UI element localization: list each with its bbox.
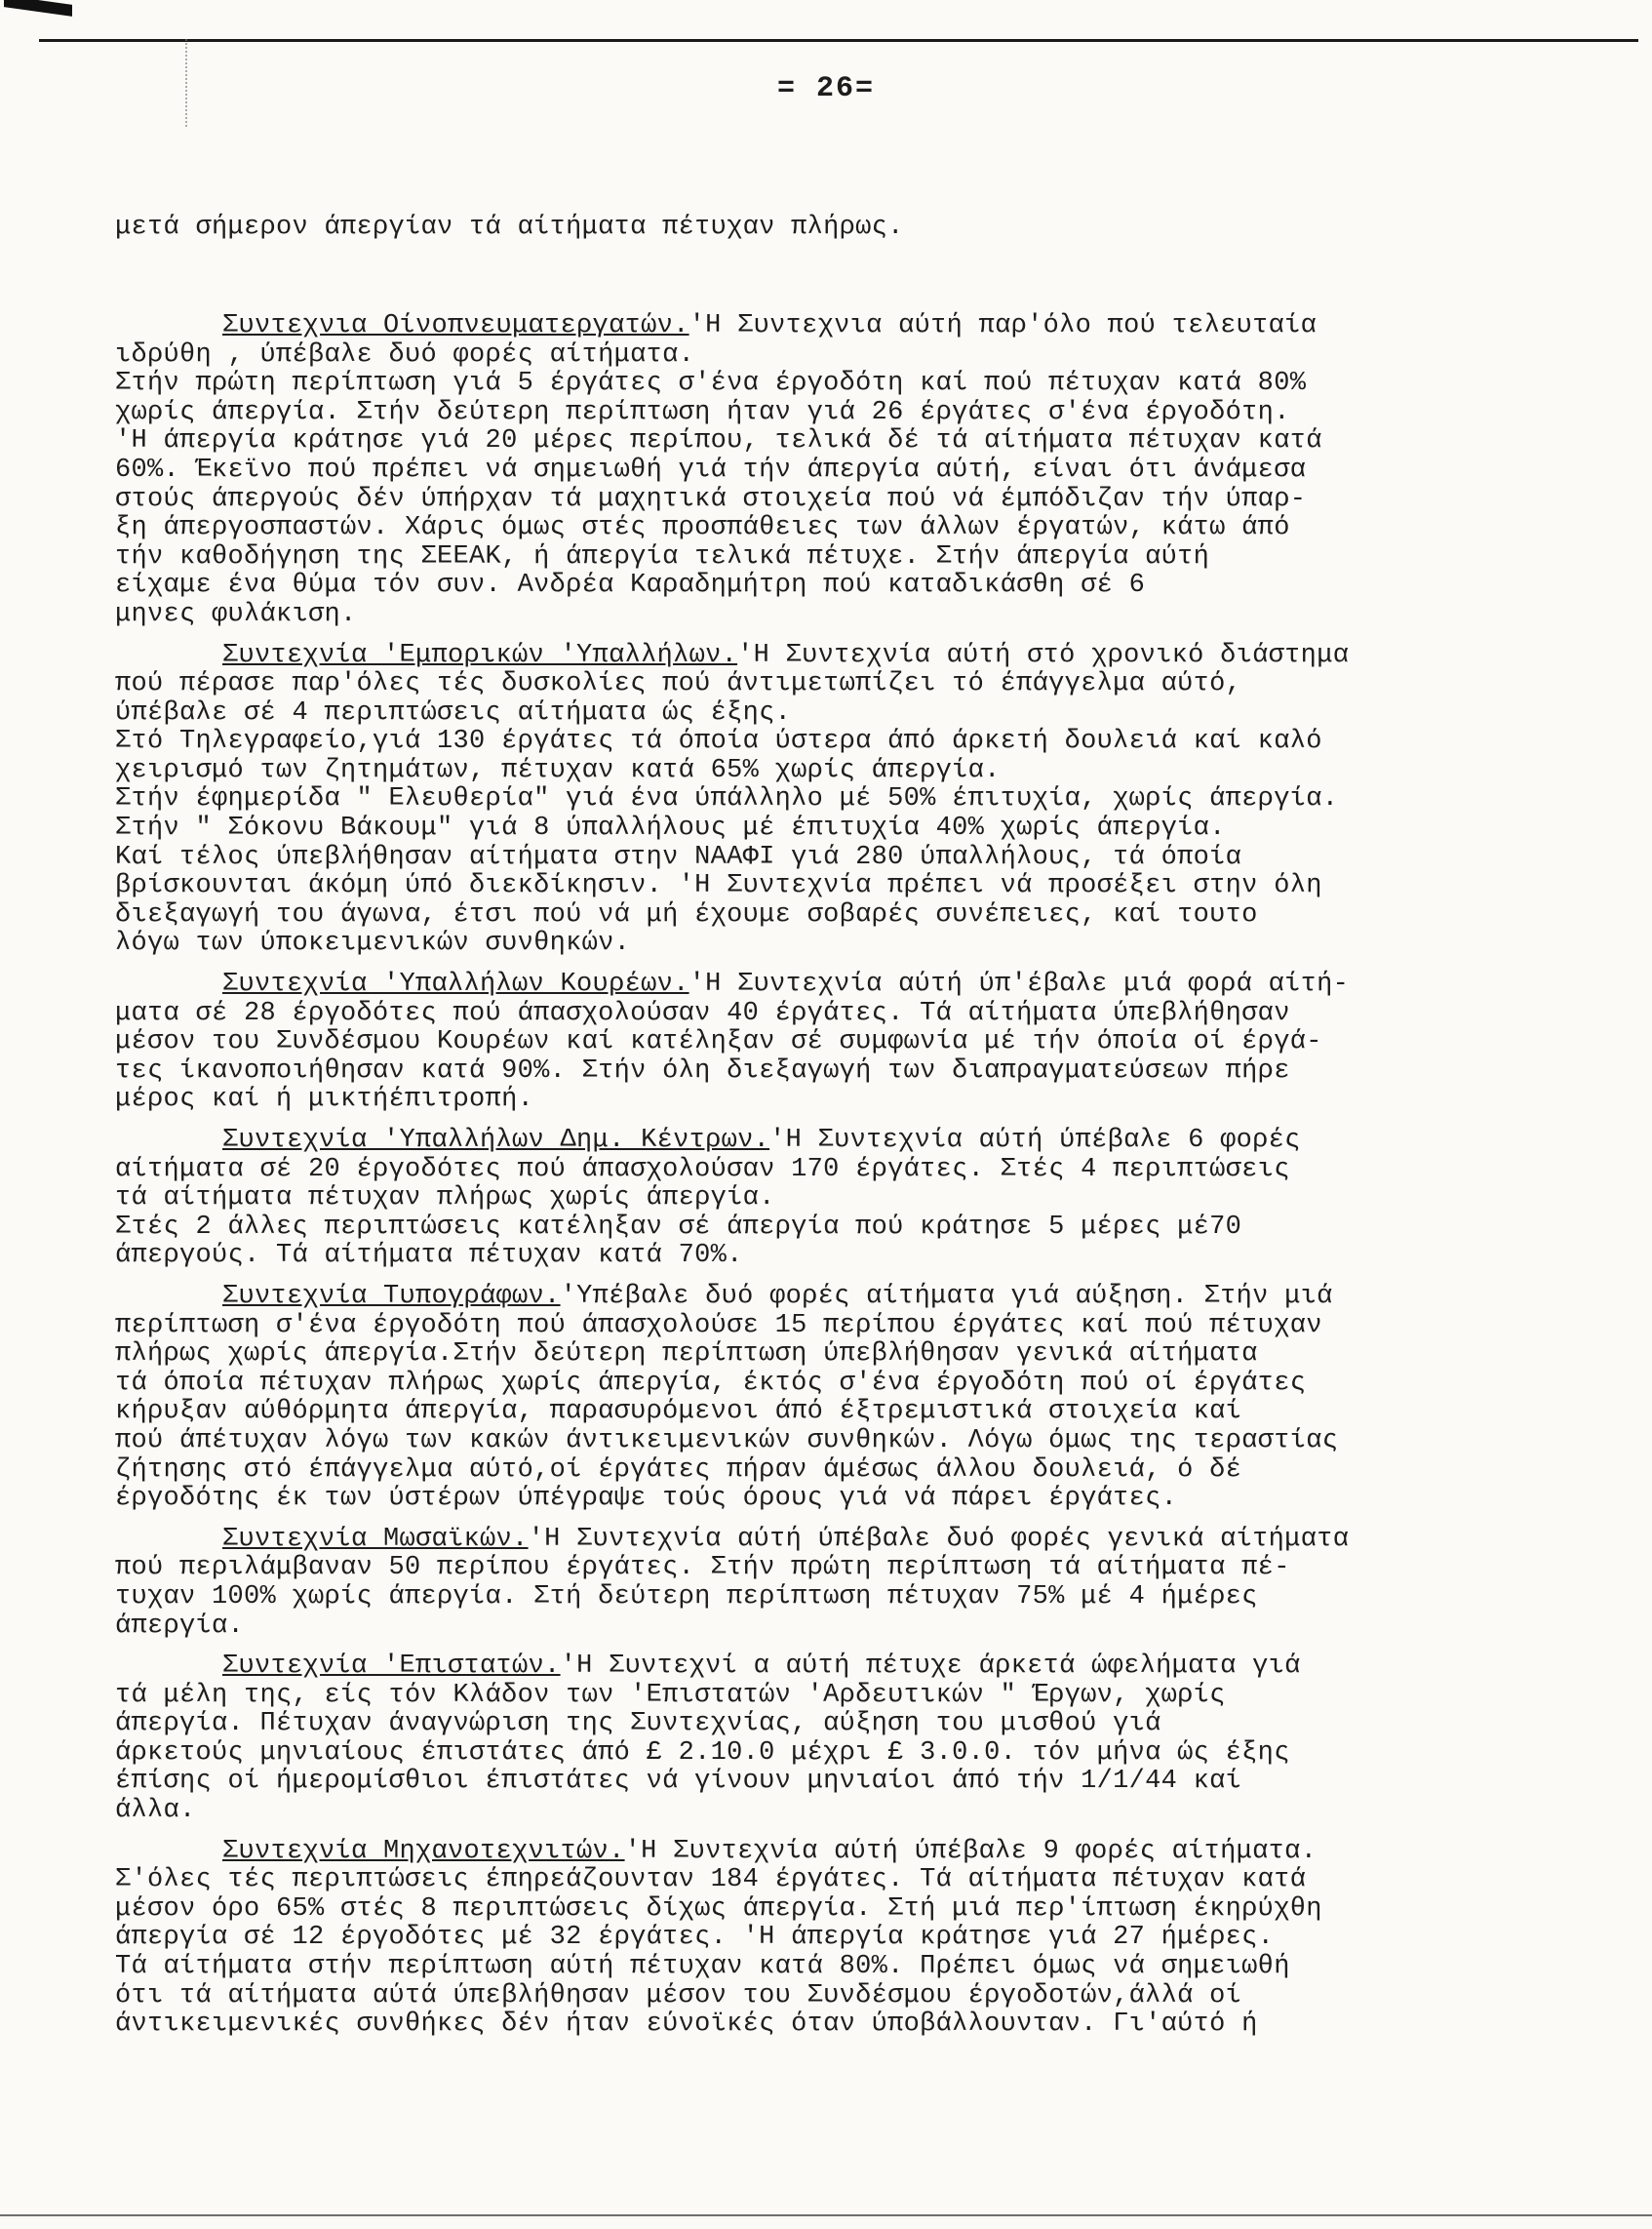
section-heading-line bbox=[115, 1127, 1617, 1156]
section-heading: Συντεχνία Μηχανοτεχνιτών. bbox=[222, 1836, 625, 1866]
first-line: μετά σήμερον άπεργίαν τά αίτήματα πέτυχαν πλήρως. bbox=[115, 213, 904, 243]
section-line: 'Η Συντεχνί α αύτή πέτυχε άρκετά ώφελήματα γιά bbox=[560, 1652, 1301, 1682]
section-5 bbox=[115, 1283, 1617, 1514]
section-line: Στήν πρώτη περίπτωση γιά 5 έργάτες σ'ένα έργοδότη καί πού πέτυχαν κατά 80% bbox=[115, 369, 1307, 399]
section-line: είχαμε ένα θύμα τόν συν. Ανδρέα Καραδημήτρη πού καταδικάσθη σέ 6 bbox=[115, 571, 1146, 601]
section-line: 'Η Συντεχνια αύτή παρ'όλο πού τελευταία bbox=[688, 310, 1318, 340]
section-line: 'Η Συντεχνία αύτή ύπέβαλε 9 φορές αίτήματα. bbox=[624, 1836, 1318, 1866]
section-line: άλλα. bbox=[115, 1796, 196, 1826]
section-line: Στήν " Σόκονυ Βάκουμ" γιά 8 ύπαλλήλους μέ έπιτυχία 40% χωρίς άπεργία. bbox=[115, 814, 1226, 844]
corner-scan-mark bbox=[4, 0, 72, 17]
section-line: άπεργία. Πέτυχαν άναγνώριση της Συντεχνίας, αύξηση του μισθού γιά bbox=[115, 1709, 1161, 1739]
section-line: τά όποία πέτυχαν πλήρως χωρίς άπεργία, έκτός σ'ένα έργοδότη πού οί έργάτες bbox=[115, 1368, 1307, 1398]
section-line: ματα σέ 28 έργοδότες πού άπασχολούσαν 40 έργάτες. Τά αίτήματα ύπεβλήθησαν bbox=[115, 998, 1290, 1028]
section-line: μηνες φυλάκιση. bbox=[115, 599, 357, 629]
bottom-rule bbox=[0, 2214, 1652, 2216]
section-line: Σ'όλες τές περιπτώσεις έπηρεάζουνταν 184 έργάτες. Τά αίτήματα πέτυχαν κατά bbox=[115, 1865, 1307, 1895]
section-line: περίπτωση σ'ένα έργοδότη πού άπασχολούσε 15 περίπου έργάτες καί πού πέτυχαν bbox=[115, 1310, 1322, 1340]
section-line: έπίσης οί ήμερομίσθιοι έπιστάτες νά γίνουν μηνιαίοι άπό τήν 1/1/44 καί bbox=[115, 1767, 1242, 1797]
section-line: τά μέλη της, είς τόν Κλάδον των 'Επιστατών 'Αρδευτικών " Έργων, χωρίς bbox=[115, 1680, 1226, 1710]
section-line: άπεργία. bbox=[115, 1611, 245, 1641]
section-line: πού πέρασε παρ'όλες τές δυσκολίες πού άντιμετωπίζει τό έπάγγελμα αύτό, bbox=[115, 669, 1242, 699]
section-line: 'Η άπεργία κράτησε γιά 20 μέρες περίπου, τελικά δέ τά αίτήματα πέτυχαν κατά bbox=[115, 426, 1322, 457]
section-line: έργοδότης έκ των ύστέρων ύπέγραψε τούς όρους γιά νά πάρει έργάτες. bbox=[115, 1484, 1178, 1514]
section-line: χωρίς άπεργία. Στήν δεύτερη περίπτωση ήταν γιά 26 έργάτες σ'ένα έργοδότη. bbox=[115, 397, 1290, 427]
section-line: τες ίκανοποιήθησαν κατά 90%. Στήν όλη διεξαγωγή των διαπραγματεύσεων πήρε bbox=[115, 1055, 1290, 1086]
section-heading-line bbox=[115, 1526, 1617, 1555]
section-heading: Συντεχνια Οίνοπνευματεργατών. bbox=[222, 310, 689, 340]
section-line: λόγω των ύποκειμενικών συνθηκών. bbox=[115, 929, 631, 959]
section-line: 'Η Συντεχνία αύτή ύπέβαλε δυό φορές γενικά αίτήματα bbox=[528, 1524, 1350, 1554]
section-line: Καί τέλος ύπεβλήθησαν αίτήματα στην ΝΑΑΦΙ γιά 280 ύπαλλήλους, τά όποία bbox=[115, 842, 1242, 872]
section-line: βρίσκουνται άκόμη ύπό διεκδίκησιν. 'Η Συντεχνία πρέπει νά προσέξει στην όλη bbox=[115, 871, 1322, 901]
section-line: Στές 2 άλλες περιπτώσεις κατέληξαν σέ άπεργία πού κράτησε 5 μέρες μέ70 bbox=[115, 1212, 1242, 1242]
section-heading-line bbox=[115, 1838, 1617, 1867]
section-line: άντικειμενικές συνθήκες δέν ήταν εύνοϊκές όταν ύποβάλλουνταν. Γι'αύτό ή bbox=[115, 2010, 1258, 2040]
section-8 bbox=[115, 1838, 1617, 2040]
section-line: τά αίτήματα πέτυχαν πλήρως χωρίς άπεργία. bbox=[115, 1183, 775, 1214]
section-line: ιδρύθη , ύπέβαλε δυό φορές αίτήματα. bbox=[115, 339, 695, 370]
section-heading: Συντεχνία 'Εμπορικών 'Υπαλλήλων. bbox=[222, 640, 738, 670]
section-line: Στήν έφημερίδα " Ελευθερία" γιά ένα ύπάλληλο μέ 50% έπιτυχία, χωρίς άπεργία. bbox=[115, 784, 1339, 815]
section-1 bbox=[115, 312, 1617, 630]
section-7 bbox=[115, 1652, 1617, 1826]
section-line: τυχαν 100% χωρίς άπεργία. Στή δεύτερη περίπτωση πέτυχαν 75% μέ 4 ήμέρες bbox=[115, 1581, 1258, 1612]
section-line: ξη άπεργοσπαστών. Χάρις όμως στές προσπάθειες των άλλων έργατών, κάτω άπό bbox=[115, 513, 1290, 543]
section-line: Τά αίτήματα στήν περίπτωση αύτή πέτυχαν κατά 80%. Πρέπει όμως νά σημειωθή bbox=[115, 1952, 1290, 1982]
section-line: κήρυξαν αύθόρμητα άπεργία, παρασυρόμενοι άπό έξτρεμιστικά στοιχεία καί bbox=[115, 1397, 1242, 1427]
section-heading-line bbox=[115, 642, 1617, 671]
section-line: άπεργούς. Τά αίτήματα πέτυχαν κατά 70%. bbox=[115, 1241, 743, 1271]
section-line: πού περιλάμβαναν 50 περίπου έργάτες. Στήν πρώτη περίπτωση τά αίτήματα πέ- bbox=[115, 1553, 1290, 1583]
section-line: άρκετούς μηνιαίους έπιστάτες άπό £ 2.10.0 μέχρι £ 3.0.0. τόν μήνα ώς έξης bbox=[115, 1737, 1290, 1768]
section-heading: Συντεχνία Μωσαϊκών. bbox=[222, 1524, 529, 1554]
top-rule bbox=[39, 39, 1638, 42]
section-heading-line bbox=[115, 1283, 1617, 1312]
section-line: πλήρως χωρίς άπεργία.Στήν δεύτερη περίπτωση ύπεβλήθησαν γενικά αίτήματα bbox=[115, 1339, 1258, 1370]
section-3 bbox=[115, 971, 1617, 1115]
section-6 bbox=[115, 1526, 1617, 1641]
section-line: ότι τά αίτήματα αύτά ύπεβλήθησαν μέσον του Συνδέσμου έργοδοτών,άλλά οί bbox=[115, 1980, 1242, 2010]
section-heading: Συντεχνία 'Υπαλλήλων Δημ. Κέντρων. bbox=[222, 1126, 770, 1155]
section-heading: Συντεχνία 'Επιστατών. bbox=[222, 1652, 561, 1682]
section-line: 60%. Έκεϊνο πού πρέπει νά σημειωθή γιά τήν άπεργία αύτή, είναι ότι άνάμεσα bbox=[115, 455, 1307, 485]
section-line: χειρισμό των ζητημάτων, πέτυχαν κατά 65% χωρίς άπεργία. bbox=[115, 755, 1001, 785]
section-line: ύπέβαλε σέ 4 περιπτώσεις αίτήματα ώς έξης. bbox=[115, 697, 792, 728]
section-line: στούς άπεργούς δέν ύπήρχαν τά μαχητικά στοιχεία πού νά έμπόδιζαν τήν ύπαρ- bbox=[115, 484, 1307, 514]
section-line: τήν καθοδήγηση της ΣΕΕΑΚ, ή άπεργία τελικά πέτυχε. Στήν άπεργία αύτή bbox=[115, 541, 1210, 572]
section-line: πού άπέτυχαν λόγω των κακών άντικειμενικών συνθηκών. Λόγω όμως της τεραστίας bbox=[115, 1425, 1339, 1455]
section-4 bbox=[115, 1127, 1617, 1271]
section-heading: Συντεχνία 'Υπαλλήλων Κουρέων. bbox=[222, 970, 689, 1000]
section-line: 'Υπέβαλε δυό φορές αίτήματα γιά αύξηση. Στήν μιά bbox=[560, 1281, 1333, 1311]
section-line: μέσον όρο 65% στές 8 περιπτώσεις δίχως άπεργία. Στή μιά περ'ίπτωση έκηρύχθη bbox=[115, 1893, 1322, 1924]
section-line: 'Η Συντεχνία αύτή στό χρονικό διάστημα bbox=[737, 640, 1350, 670]
section-heading-line bbox=[115, 971, 1617, 1000]
section-line: αίτήματα σέ 20 έργοδότες πού άπασχολούσαν 170 έργάτες. Στές 4 περιπτώσεις bbox=[115, 1154, 1290, 1184]
section-heading-line bbox=[115, 312, 1617, 341]
section-2 bbox=[115, 642, 1617, 960]
section-line: μέσον του Συνδέσμου Κουρέων καί κατέληξαν σέ συμφωνία μέ τήν όποία οί έργά- bbox=[115, 1027, 1322, 1057]
section-line: άπεργία σέ 12 έργοδότες μέ 32 έργάτες. 'Η άπεργία κράτησε γιά 27 ήμέρες. bbox=[115, 1923, 1275, 1953]
section-line: διεξαγωγή του άγωνα, έτσι πού νά μή έχουμε σοβαρές συνέπειες, καί τουτο bbox=[115, 899, 1258, 930]
section-line: Στό Τηλεγραφείο,γιά 130 έργάτες τά όποία ύστερα άπό άρκετή δουλειά καί καλό bbox=[115, 727, 1322, 757]
section-heading: Συντεχνία Τυπογράφων. bbox=[222, 1281, 561, 1311]
section-heading-line bbox=[115, 1652, 1617, 1682]
section-line: ζήτησης στό έπάγγελμα αύτό,οί έργάτες πήραν άμέσως άλλου δουλειά, ό δέ bbox=[115, 1454, 1242, 1485]
document-body bbox=[115, 156, 1617, 2051]
section-line: μέρος καί ή μικτήέπιτροπή. bbox=[115, 1085, 534, 1115]
section-line: 'Η Συντεχνία αύτή ύπέβαλε 6 φορές bbox=[769, 1126, 1301, 1155]
page-number: = 26= bbox=[776, 72, 875, 105]
section-line: 'Η Συντεχνία αύτή ύπ'έβαλε μιά φορά αίτή- bbox=[688, 970, 1350, 1000]
